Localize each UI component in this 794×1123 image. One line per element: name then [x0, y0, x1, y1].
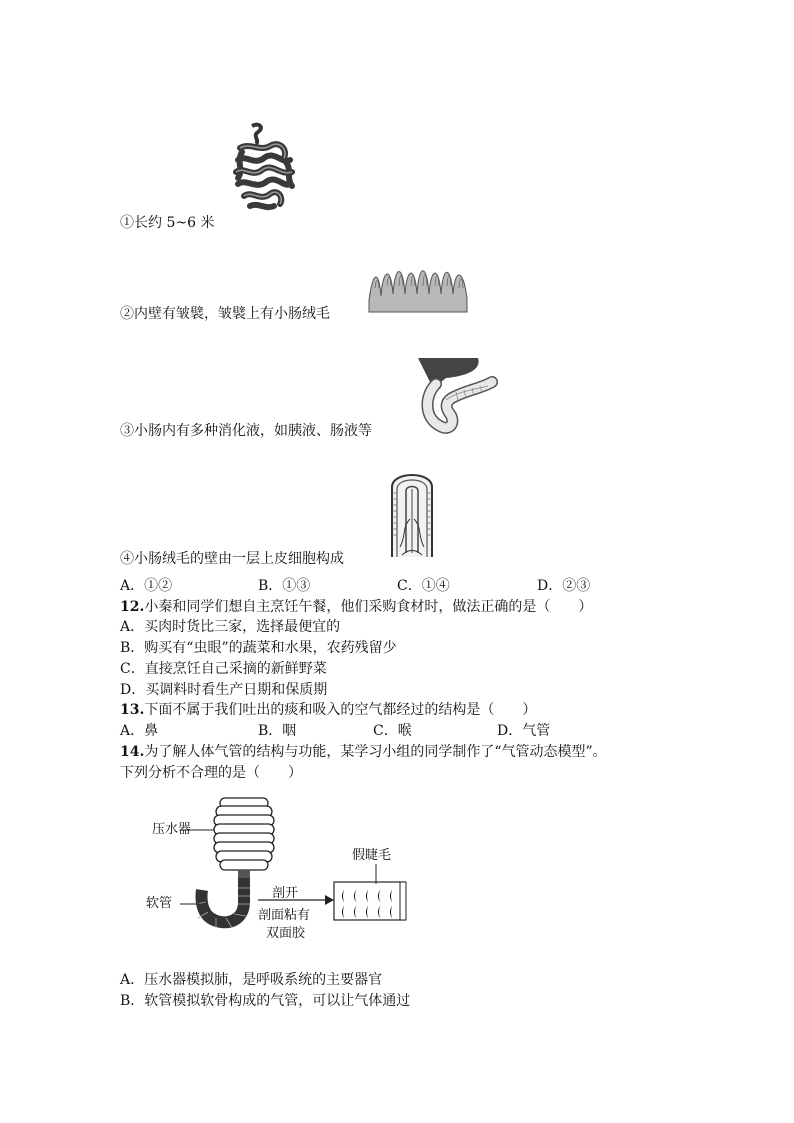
label-pump: 压水器: [152, 822, 192, 837]
q11-item-1: ①长约 5~6 米: [120, 215, 215, 231]
q14-stem-line-1: [120, 742, 607, 762]
label-tube: 软管: [146, 896, 173, 911]
q14-option-a[interactable]: A．压水器模拟肺，是呼吸系统的主要器官: [120, 972, 383, 988]
q11-option-a[interactable]: A．①②: [120, 578, 173, 594]
label-tape-2: 双面胶: [266, 926, 306, 941]
q11-option-b[interactable]: B．①③: [258, 578, 311, 594]
q11-option-c[interactable]: C．①④: [397, 578, 450, 594]
q13-option-b[interactable]: B．咽: [258, 723, 297, 739]
q12-stem-line: [120, 597, 592, 617]
pancreas-image: [416, 356, 494, 436]
q13-stem-line: [120, 700, 536, 720]
q14-stem-1: 为了解人体气管的结构与功能，某学习小组的同学制作了“气管动态模型”。: [144, 744, 607, 760]
q12-option-b[interactable]: B．购买有“虫眼”的蔬菜和水果，农药残留少: [120, 640, 397, 656]
q11-option-d[interactable]: D．②③: [537, 578, 591, 594]
q11-item-2: ②内壁有皱襞，皱襞上有小肠绒毛: [120, 306, 330, 322]
q14-number: 14.: [120, 744, 145, 760]
q14-option-b[interactable]: B．软管模拟软骨构成的气管，可以让气体通过: [120, 993, 411, 1009]
label-tape-1: 剖面粘有: [258, 908, 311, 923]
q12-option-d[interactable]: D．买调料时看生产日期和保质期: [120, 682, 328, 698]
q11-item-3: ③小肠内有多种消化液，如胰液、肠液等: [120, 423, 372, 439]
q12-stem: 小秦和同学们想自主烹饪午餐，他们采购食材时，做法正确的是（ ）: [144, 599, 593, 615]
q11-item-4: ④小肠绒毛的壁由一层上皮细胞构成: [120, 551, 344, 567]
intestinal-folds-image: [369, 260, 467, 312]
q14-stem-line-2: 下列分析不合理的是（ ）: [120, 765, 302, 781]
villus-image: [388, 467, 436, 559]
q13-option-a[interactable]: A．鼻: [120, 723, 159, 739]
small-intestine-image: [230, 122, 300, 214]
q13-option-d[interactable]: D．气管: [497, 723, 551, 739]
label-cilia: 假睫毛: [352, 848, 392, 863]
q12-number: 12.: [120, 599, 145, 615]
q12-option-a[interactable]: A．买肉时货比三家，选择最便宜的: [120, 619, 341, 635]
label-cut: 剖开: [272, 886, 299, 901]
q13-stem: 下面不属于我们吐出的痰和吸入的空气都经过的结构是（ ）: [144, 702, 537, 718]
q12-option-c[interactable]: C．直接烹饪自己采摘的新鲜野菜: [120, 661, 327, 677]
q13-option-c[interactable]: C．喉: [373, 723, 412, 739]
q13-number: 13.: [120, 702, 145, 718]
